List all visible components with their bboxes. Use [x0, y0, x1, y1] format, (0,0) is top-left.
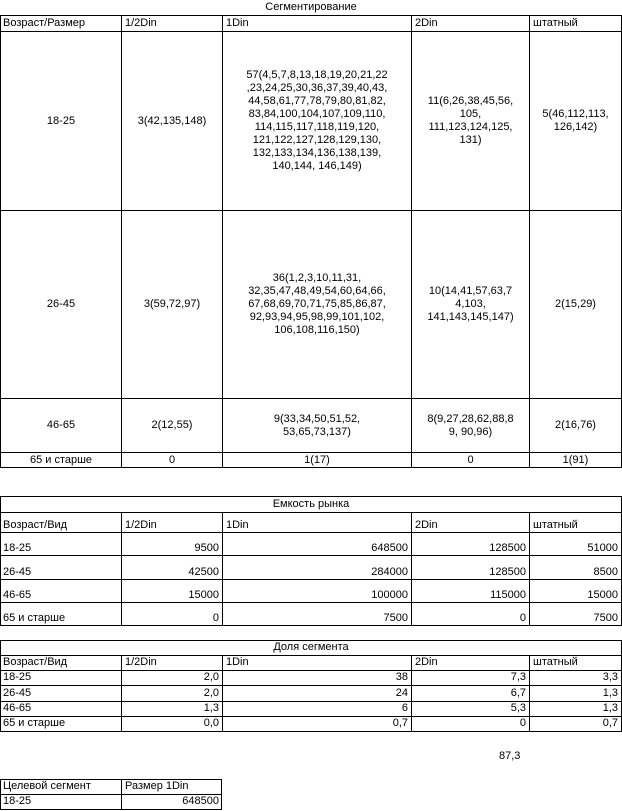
share-row-age: 18-25 [3, 671, 32, 683]
share-row-age: 46-65 [3, 702, 32, 714]
header-two-din: 2Din [415, 519, 438, 531]
share-cell: 6 [401, 702, 408, 714]
header-size-one-din: Размер 1Din [125, 780, 189, 792]
capacity-row-age: 26-45 [3, 566, 32, 578]
seg-cell: 5(46,112,113, 126,142) [542, 108, 609, 133]
capacity-title: Емкость рынка [272, 498, 350, 510]
header-standard: штатный [533, 17, 578, 29]
share-cell: 5,3 [510, 702, 526, 714]
seg-cell: 36(1,2,3,10,11,31, 32,35,47,48,49,54,60,64,66, 67,68,69,70,71,75,85,86,87, 92,93,94,95,98,99,101,102, 106,108,116,150) [248, 272, 386, 336]
seg-cell: 2(15,29) [555, 298, 596, 310]
share-cell: 2,0 [203, 687, 219, 699]
header-half-din: 1/2Din [125, 519, 157, 531]
share-cell: 3,3 [602, 671, 618, 683]
capacity-cell: 9500 [194, 542, 219, 554]
seg-cell: 3(59,72,97) [143, 298, 201, 310]
share-cell: 0,7 [602, 717, 618, 729]
share-cell: 24 [395, 687, 408, 699]
seg-cell: 1(17) [304, 453, 330, 466]
seg-cell: 0 [467, 453, 474, 466]
capacity-cell: 648500 [371, 542, 408, 554]
header-one-din: 1Din [226, 519, 249, 531]
share-cell: 1,3 [602, 687, 618, 699]
seg-cell: 11(6,26,38,45,56, 105, 111,123,124,125, 131) [427, 95, 514, 146]
capacity-cell: 284000 [371, 566, 408, 578]
capacity-cell: 15000 [188, 589, 219, 601]
capacity-row-age: 18-25 [3, 542, 32, 554]
capacity-cell: 7500 [383, 612, 408, 624]
header-two-din: 2Din [415, 656, 438, 668]
capacity-cell: 115000 [490, 589, 526, 601]
target-segment-table [0, 779, 222, 811]
target-size-value: 648500 [182, 795, 219, 807]
share-cell: 6,7 [510, 687, 526, 699]
seg-row-age: 26-45 [46, 298, 76, 310]
capacity-cell: 128500 [489, 566, 526, 578]
segmentation-title: Сегментирование [265, 1, 357, 13]
header-half-din: 1/2Din [125, 17, 157, 29]
capacity-cell: 42500 [188, 566, 219, 578]
capacity-cell: 128500 [489, 542, 526, 554]
share-row-age: 65 и старше [3, 717, 66, 729]
capacity-cell: 7500 [593, 612, 618, 624]
share-title: Доля сегмента [273, 641, 349, 653]
share-row-age: 26-45 [3, 687, 32, 699]
share-cell: 1,3 [203, 702, 219, 714]
share-cell: 0,7 [392, 717, 408, 729]
seg-cell: 57(4,5,7,8,13,18,19,20,21,22 ,23,24,25,30,36,37,39,40,43, 44,58,61,77,78,79,80,81,82, 83,84,100,104,107,109,110, 114,115,117,118,119,120, 121,122,127,128,129,130, 132,133,134,136,138,139, 140,144, 146,149) [246, 69, 388, 172]
market-capacity-table [0, 496, 622, 628]
share-cell: 0 [519, 717, 526, 729]
seg-row-age: 46-65 [46, 419, 76, 431]
header-age-type: Возраст/Вид [3, 656, 68, 668]
seg-cell: 3(42,135,148) [137, 114, 207, 127]
seg-cell: 1(91) [562, 453, 589, 466]
header-age-size: Возраст/Размер [3, 17, 86, 29]
capacity-row-age: 65 и старше [3, 612, 66, 624]
share-cell: 7,3 [510, 671, 526, 683]
capacity-row-age: 46-65 [3, 589, 32, 601]
target-segment-value: 18-25 [3, 795, 32, 807]
header-target-segment: Целевой сегмент [3, 780, 91, 792]
share-cell: 38 [395, 671, 408, 683]
seg-cell: 8(9,27,28,62,88,8 9, 90,96) [427, 412, 514, 438]
header-one-din: 1Din [226, 656, 249, 668]
seg-row-age: 18-25 [46, 114, 76, 127]
share-total: 87,3 [499, 750, 521, 762]
seg-cell: 9(33,34,50,51,52, 53,65,73,137) [273, 412, 361, 438]
segment-share-table [0, 640, 622, 735]
capacity-cell: 51000 [587, 542, 618, 554]
share-cell: 1,3 [602, 702, 618, 714]
seg-cell: 0 [168, 453, 176, 466]
header-half-din: 1/2Din [125, 656, 157, 668]
seg-cell: 2(12,55) [151, 419, 193, 431]
header-two-din: 2Din [415, 17, 438, 29]
header-standard: штатный [533, 519, 578, 531]
share-cell: 2,0 [203, 671, 219, 683]
capacity-cell: 8500 [593, 566, 618, 578]
seg-cell: 10(14,41,57,63,7 4,103, 141,143,145,147) [427, 285, 514, 323]
seg-cell: 2(16,76) [555, 419, 596, 431]
capacity-cell: 0 [212, 612, 219, 624]
share-cell: 0,0 [203, 717, 219, 729]
capacity-cell: 100000 [371, 589, 408, 601]
header-standard: штатный [533, 656, 578, 668]
capacity-cell: 0 [519, 612, 526, 624]
seg-row-age: 65 и старше [29, 453, 93, 466]
capacity-cell: 15000 [587, 589, 618, 601]
header-one-din: 1Din [226, 17, 249, 29]
header-age-type: Возраст/Вид [3, 519, 68, 531]
